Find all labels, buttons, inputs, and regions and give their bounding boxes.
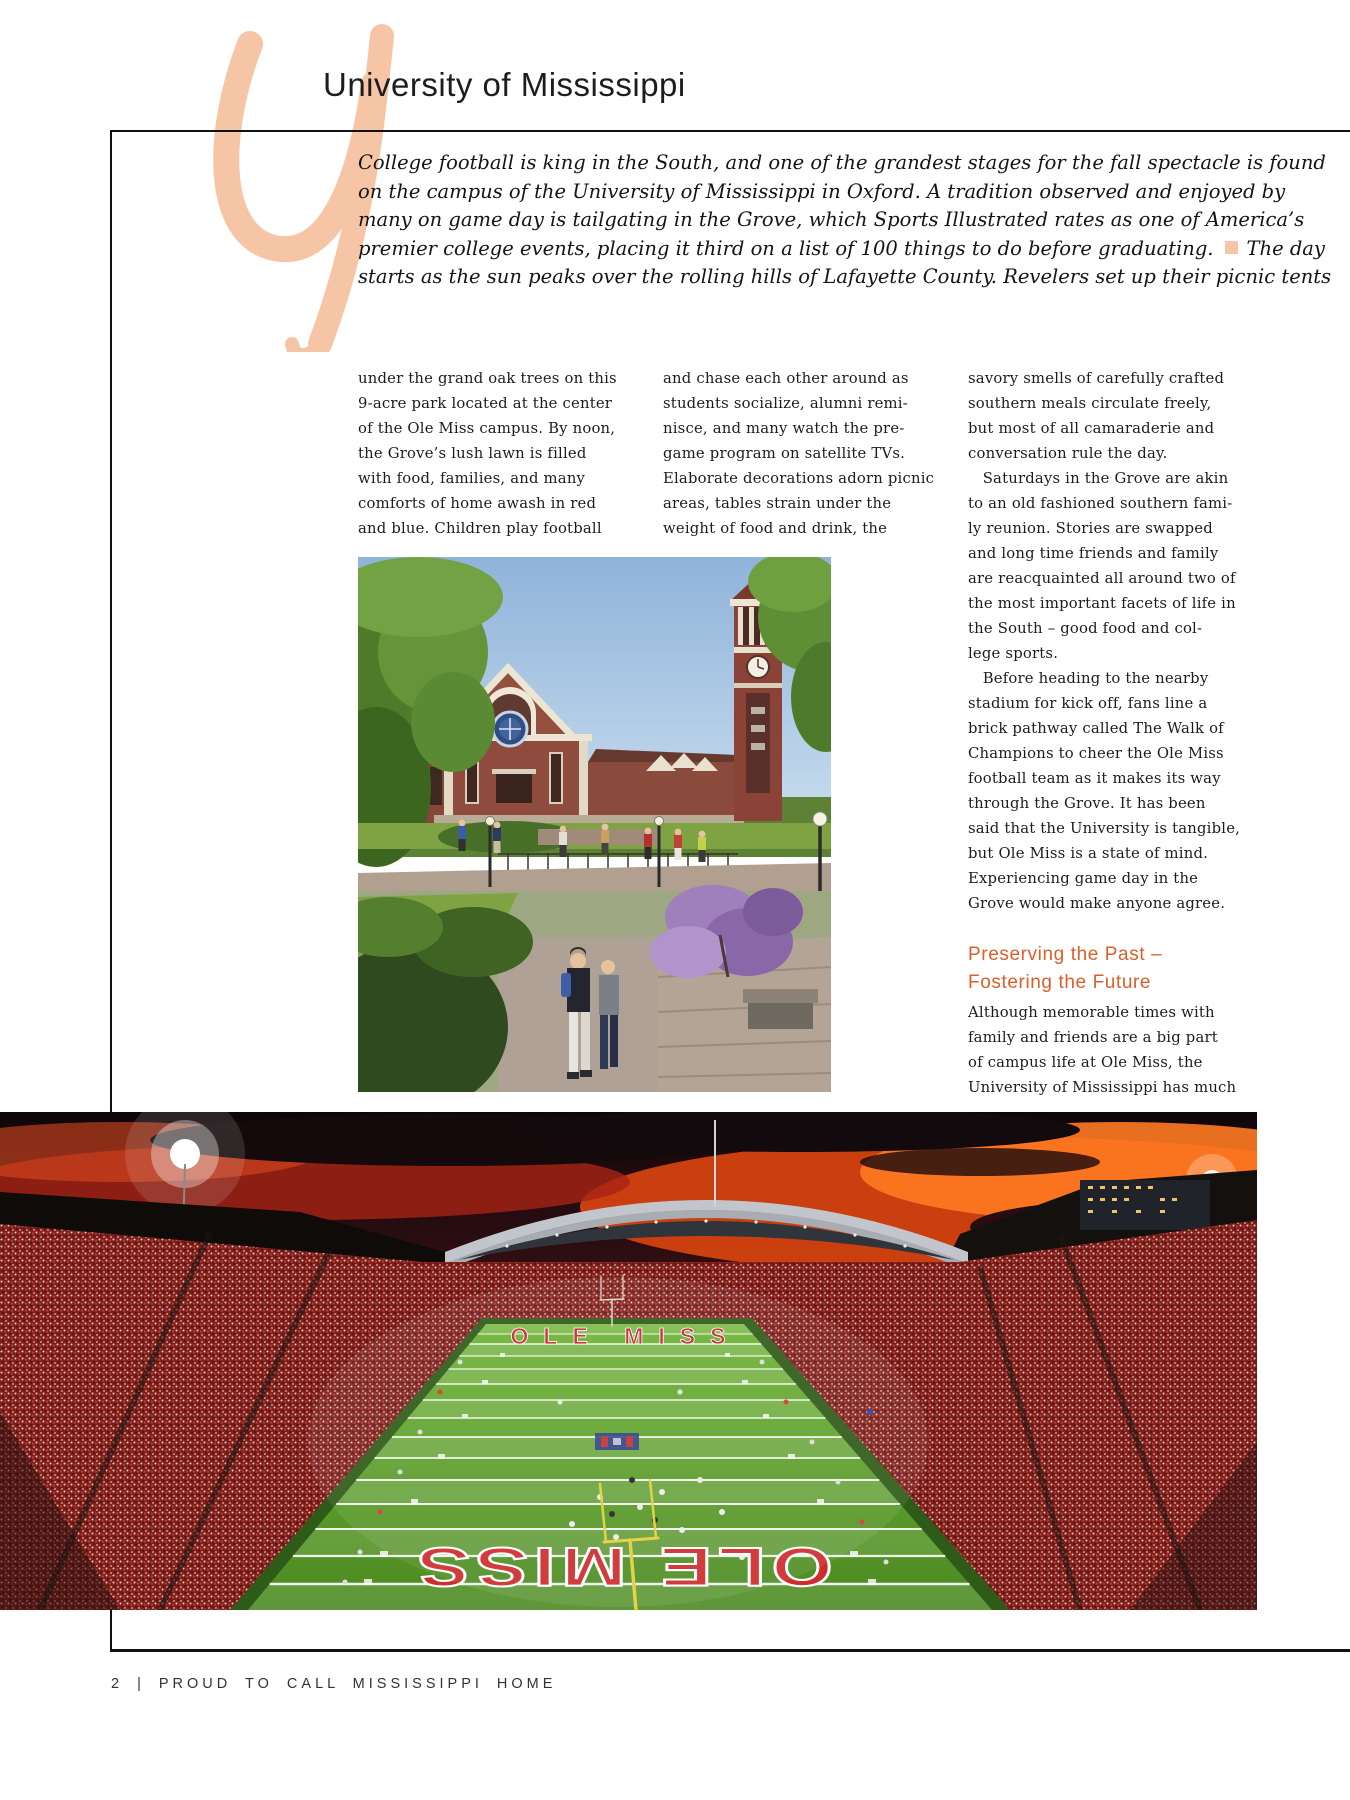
endzone-text-near: OLE MISS	[411, 1535, 833, 1597]
stadium-photo-art	[0, 1112, 1257, 1610]
campus-photo-art	[358, 557, 831, 1092]
column3-paragraph-1: savory smells of carefully crafted southern meals circulate freely, but most of all camaraderie and conversation rule the day. Saturdays in the Grove are akin to an old fashioned southern fami- ly reunion. Stories are swapped and long time friends and family are reacquainted all around two of the most important facets of life in the South – good food and col- lege sports. Before heading to the nearby stadium for kick off, fans line a brick pathway called The Walk of Champions to cheer the Ole Miss football team as it makes its way through the Grove. It has been said that the University is tangible, but Ole Miss is a state of mind. Experiencing game day in the Grove would make anyone agree.	[968, 370, 1241, 912]
intro-line	[358, 235, 1325, 264]
top-rule-divider	[110, 130, 1350, 132]
column3-paragraph-2: Although memorable times with family and friends are a big part of campus life at Ole Miss, the University of Mississippi has much	[968, 1004, 1237, 1096]
campus-photo	[358, 557, 831, 1092]
section-heading: Preserving the Past – Fostering the Future	[968, 944, 1163, 993]
peach-square-bullet	[1225, 241, 1238, 254]
body-column-1	[358, 366, 644, 541]
right-buildings	[1080, 1180, 1210, 1230]
intro-line: starts as the sun peaks over the rolling hills of Lafayette County. Revelers set up their picnic tents	[358, 265, 1332, 289]
bottom-rule-divider	[110, 1649, 1350, 1652]
page-title: University of Mississippi	[323, 66, 686, 103]
stadium-photo	[0, 1112, 1257, 1610]
endzone-text-far: OLE MISS	[510, 1323, 726, 1349]
column2-paragraph: and chase each other around as students socialize, alumni remi- nisce, and many watch the pre- game program on satellite TVs. Elaborate decorations adorn picnic areas, tables strain under the weight of food and drink, the	[663, 370, 935, 537]
intro-line: College football is king in the South, and one of the grandest stages for the fall spectacle is found	[358, 151, 1326, 174]
campus-foreground	[358, 885, 831, 1092]
intro-line4-pre: premier college events, placing it third on a list of 100 things to do before graduating.	[358, 236, 1214, 260]
intro-paragraph	[358, 149, 1332, 292]
intro-line: many on game day is tailgating in the Grove, which Sports Illustrated rates as one of America’s	[358, 208, 1305, 232]
column1-paragraph: under the grand oak trees on this 9-acre park located at the center of the Ole Miss campus. By noon, the Grove’s lush lawn is filled with food, families, and many comforts of home awash in red and blue. Children play football	[358, 370, 617, 537]
intro-line: on the campus of the University of Mississippi in Oxford. A tradition observed and enjoyed by	[358, 179, 1286, 203]
page-footer: 2 | PROUD TO CALL MISSISSIPPI HOME	[111, 1676, 557, 1692]
intro-line4-post: The day	[1246, 236, 1325, 260]
body-column-3	[968, 366, 1254, 1100]
body-column-2	[663, 366, 949, 541]
